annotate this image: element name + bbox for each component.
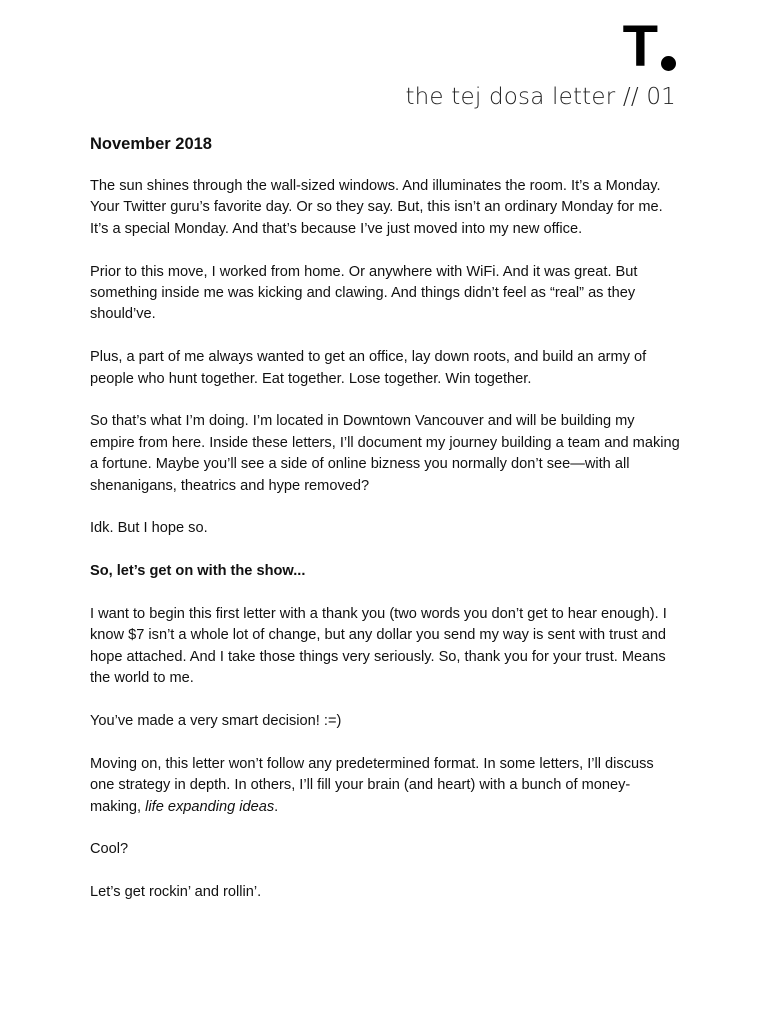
paragraph-8-text: Moving on, this letter won’t follow any predetermined format. In some letters, I’ll discuss one strategy in depth. In others, I’ll fill your brain (and heart) with a bunch of money-making,: [90, 755, 654, 815]
logo-dot: [661, 56, 676, 71]
paragraph-1: The sun shines through the wall-sized windows. And illuminates the room. It’s a Monday. Your Twitter guru’s favorite day. Or so they say. But, this isn’t an ordinary Monday for me. It’s a special Monday. And that’s because I’ve just moved into my new office.: [90, 178, 663, 237]
paragraph-4: So that’s what I’m doing. I’m located in Downtown Vancouver and will be building my empire from here. Inside these letters, I’ll document my journey building a team and making a fortune. Maybe you’ll see a side of online bizness you normally don’t see—with all shenanigans, theatrics and hype removed?: [90, 413, 680, 494]
paragraph-10: Let’s get rockin’ and rollin’.: [90, 884, 262, 901]
letter-date: November 2018: [90, 135, 212, 153]
paragraph-3: Plus, a part of me always wanted to get an office, lay down roots, and build an army of people who hunt together. Eat together. Lose together. Win together.: [90, 349, 647, 387]
paragraph-5: Idk. But I hope so.: [90, 520, 208, 537]
paragraph-9: Cool?: [90, 841, 129, 858]
logo-letter: T: [622, 14, 657, 79]
letter-body: [90, 133, 680, 925]
paragraph-2: Prior to this move, I worked from home. Or anywhere with WiFi. And it was great. But something inside me was kicking and clawing. And things didn’t feel as “real” as they should’ve.: [90, 263, 638, 323]
brand-logo: [622, 14, 676, 79]
paragraph-7: You’ve made a very smart decision! :=): [90, 713, 342, 730]
paragraph-8-end: .: [274, 798, 279, 815]
section-subheading: So, let’s get on with the show...: [90, 563, 306, 580]
paragraph-6: I want to begin this first letter with a thank you (two words you don’t get to hear enough). I know $7 isn’t a whole lot of change, but any dollar you send my way is sent with trust and hope attached. And I take those things very seriously. So, thank you for your trust. Means the world to me.: [90, 606, 667, 687]
series-title: the tej dosa letter // 01: [405, 84, 676, 110]
paragraph-8: [90, 754, 680, 818]
italic-phrase: life expanding ideas: [145, 798, 275, 815]
